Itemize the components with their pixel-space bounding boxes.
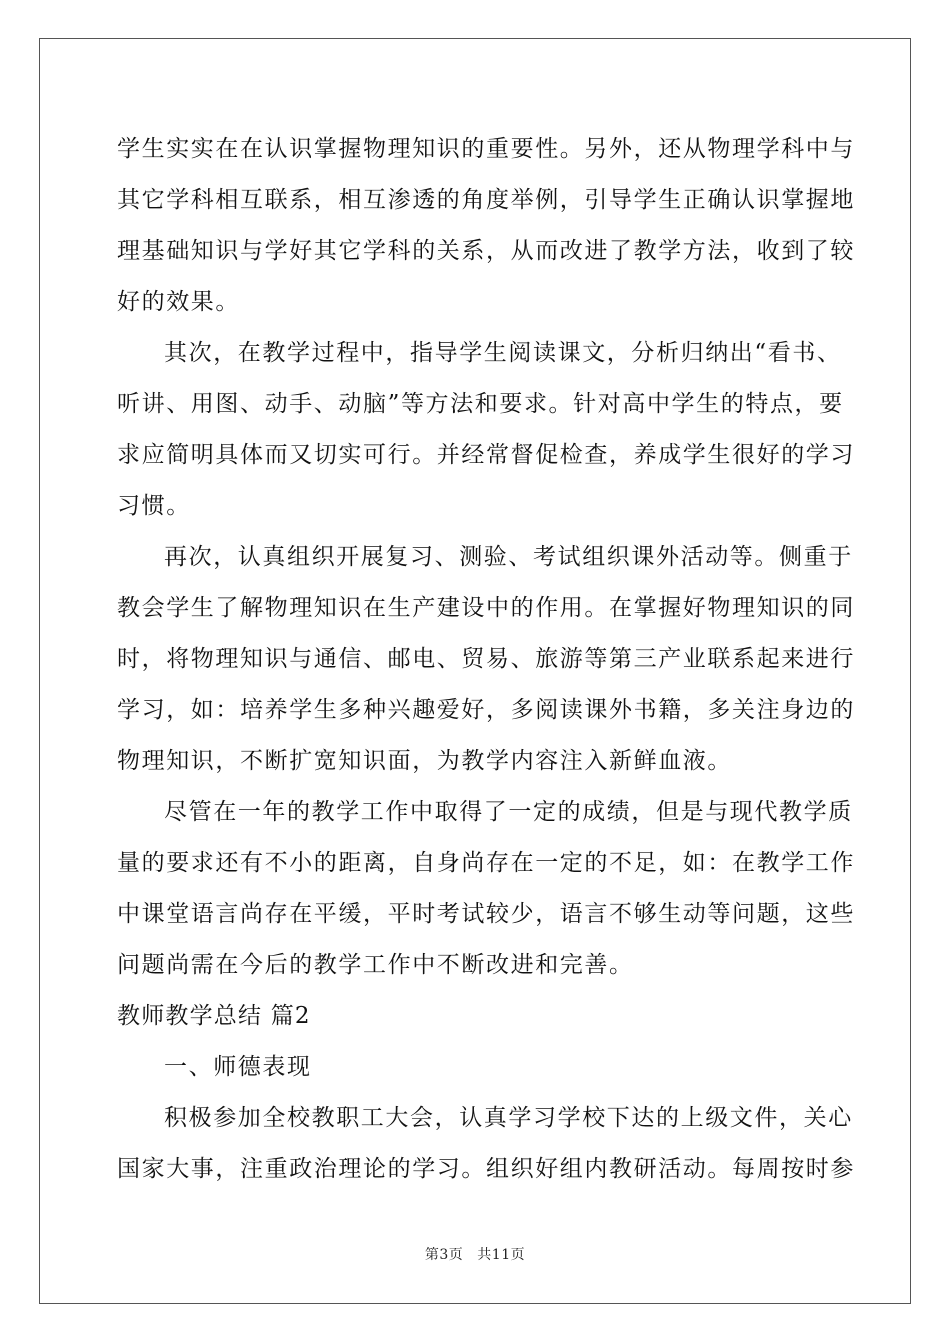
body-line: 中课堂语言尚存在平缓，平时考试较少，语言不够生动等问题，这些	[117, 901, 855, 927]
body-line: 问题尚需在今后的教学工作中不断改进和完善。	[117, 952, 634, 978]
body-line: 听讲、用图、动手、动脑”等方法和要求。针对高中学生的特点，要	[117, 391, 844, 417]
paragraph-start: 积极参加全校教职工大会，认真学习学校下达的上级文件，关心	[164, 1105, 853, 1131]
document-body	[117, 124, 855, 1195]
body-line: 其它学科相互联系，相互渗透的角度举例，引导学生正确认识掌握地	[117, 187, 855, 213]
body-line: 好的效果。	[117, 289, 240, 315]
page-total: 共11页	[477, 1247, 526, 1263]
body-line: 求应简明具体而又切实可行。并经常督促检查，养成学生很好的学习	[117, 442, 855, 468]
page-footer	[0, 1244, 950, 1264]
paragraph-start: 其次，在教学过程中，指导学生阅读课文，分析归纳出“看书、	[164, 340, 842, 366]
body-line: 国家大事，注重政治理论的学习。组织好组内教研活动。每周按时参	[117, 1156, 855, 1182]
body-line: 学习，如：培养学生多种兴趣爱好，多阅读课外书籍，多关注身边的	[117, 697, 855, 723]
body-line: 教会学生了解物理知识在生产建设中的作用。在掌握好物理知识的同	[117, 595, 855, 621]
paragraph-start: 再次，认真组织开展复习、测验、考试组织课外活动等。侧重于	[164, 544, 853, 570]
subsection-heading: 一、师德表现	[164, 1054, 312, 1080]
body-line: 理基础知识与学好其它学科的关系，从而改进了教学方法，收到了较	[117, 238, 855, 264]
body-line: 学生实实在在认识掌握物理知识的重要性。另外，还从物理学科中与	[117, 136, 855, 162]
page-number: 第3页	[424, 1247, 464, 1263]
body-line: 习惯。	[117, 493, 191, 519]
body-line: 物理知识，不断扩宽知识面，为教学内容注入新鲜血液。	[117, 748, 732, 774]
body-line: 时，将物理知识与通信、邮电、贸易、旅游等第三产业联系起来进行	[117, 646, 855, 672]
section-title: 教师教学总结 篇2	[117, 1003, 311, 1029]
body-line: 量的要求还有不小的距离，自身尚存在一定的不足，如：在教学工作	[117, 850, 855, 876]
paragraph-start: 尽管在一年的教学工作中取得了一定的成绩，但是与现代教学质	[164, 799, 853, 825]
